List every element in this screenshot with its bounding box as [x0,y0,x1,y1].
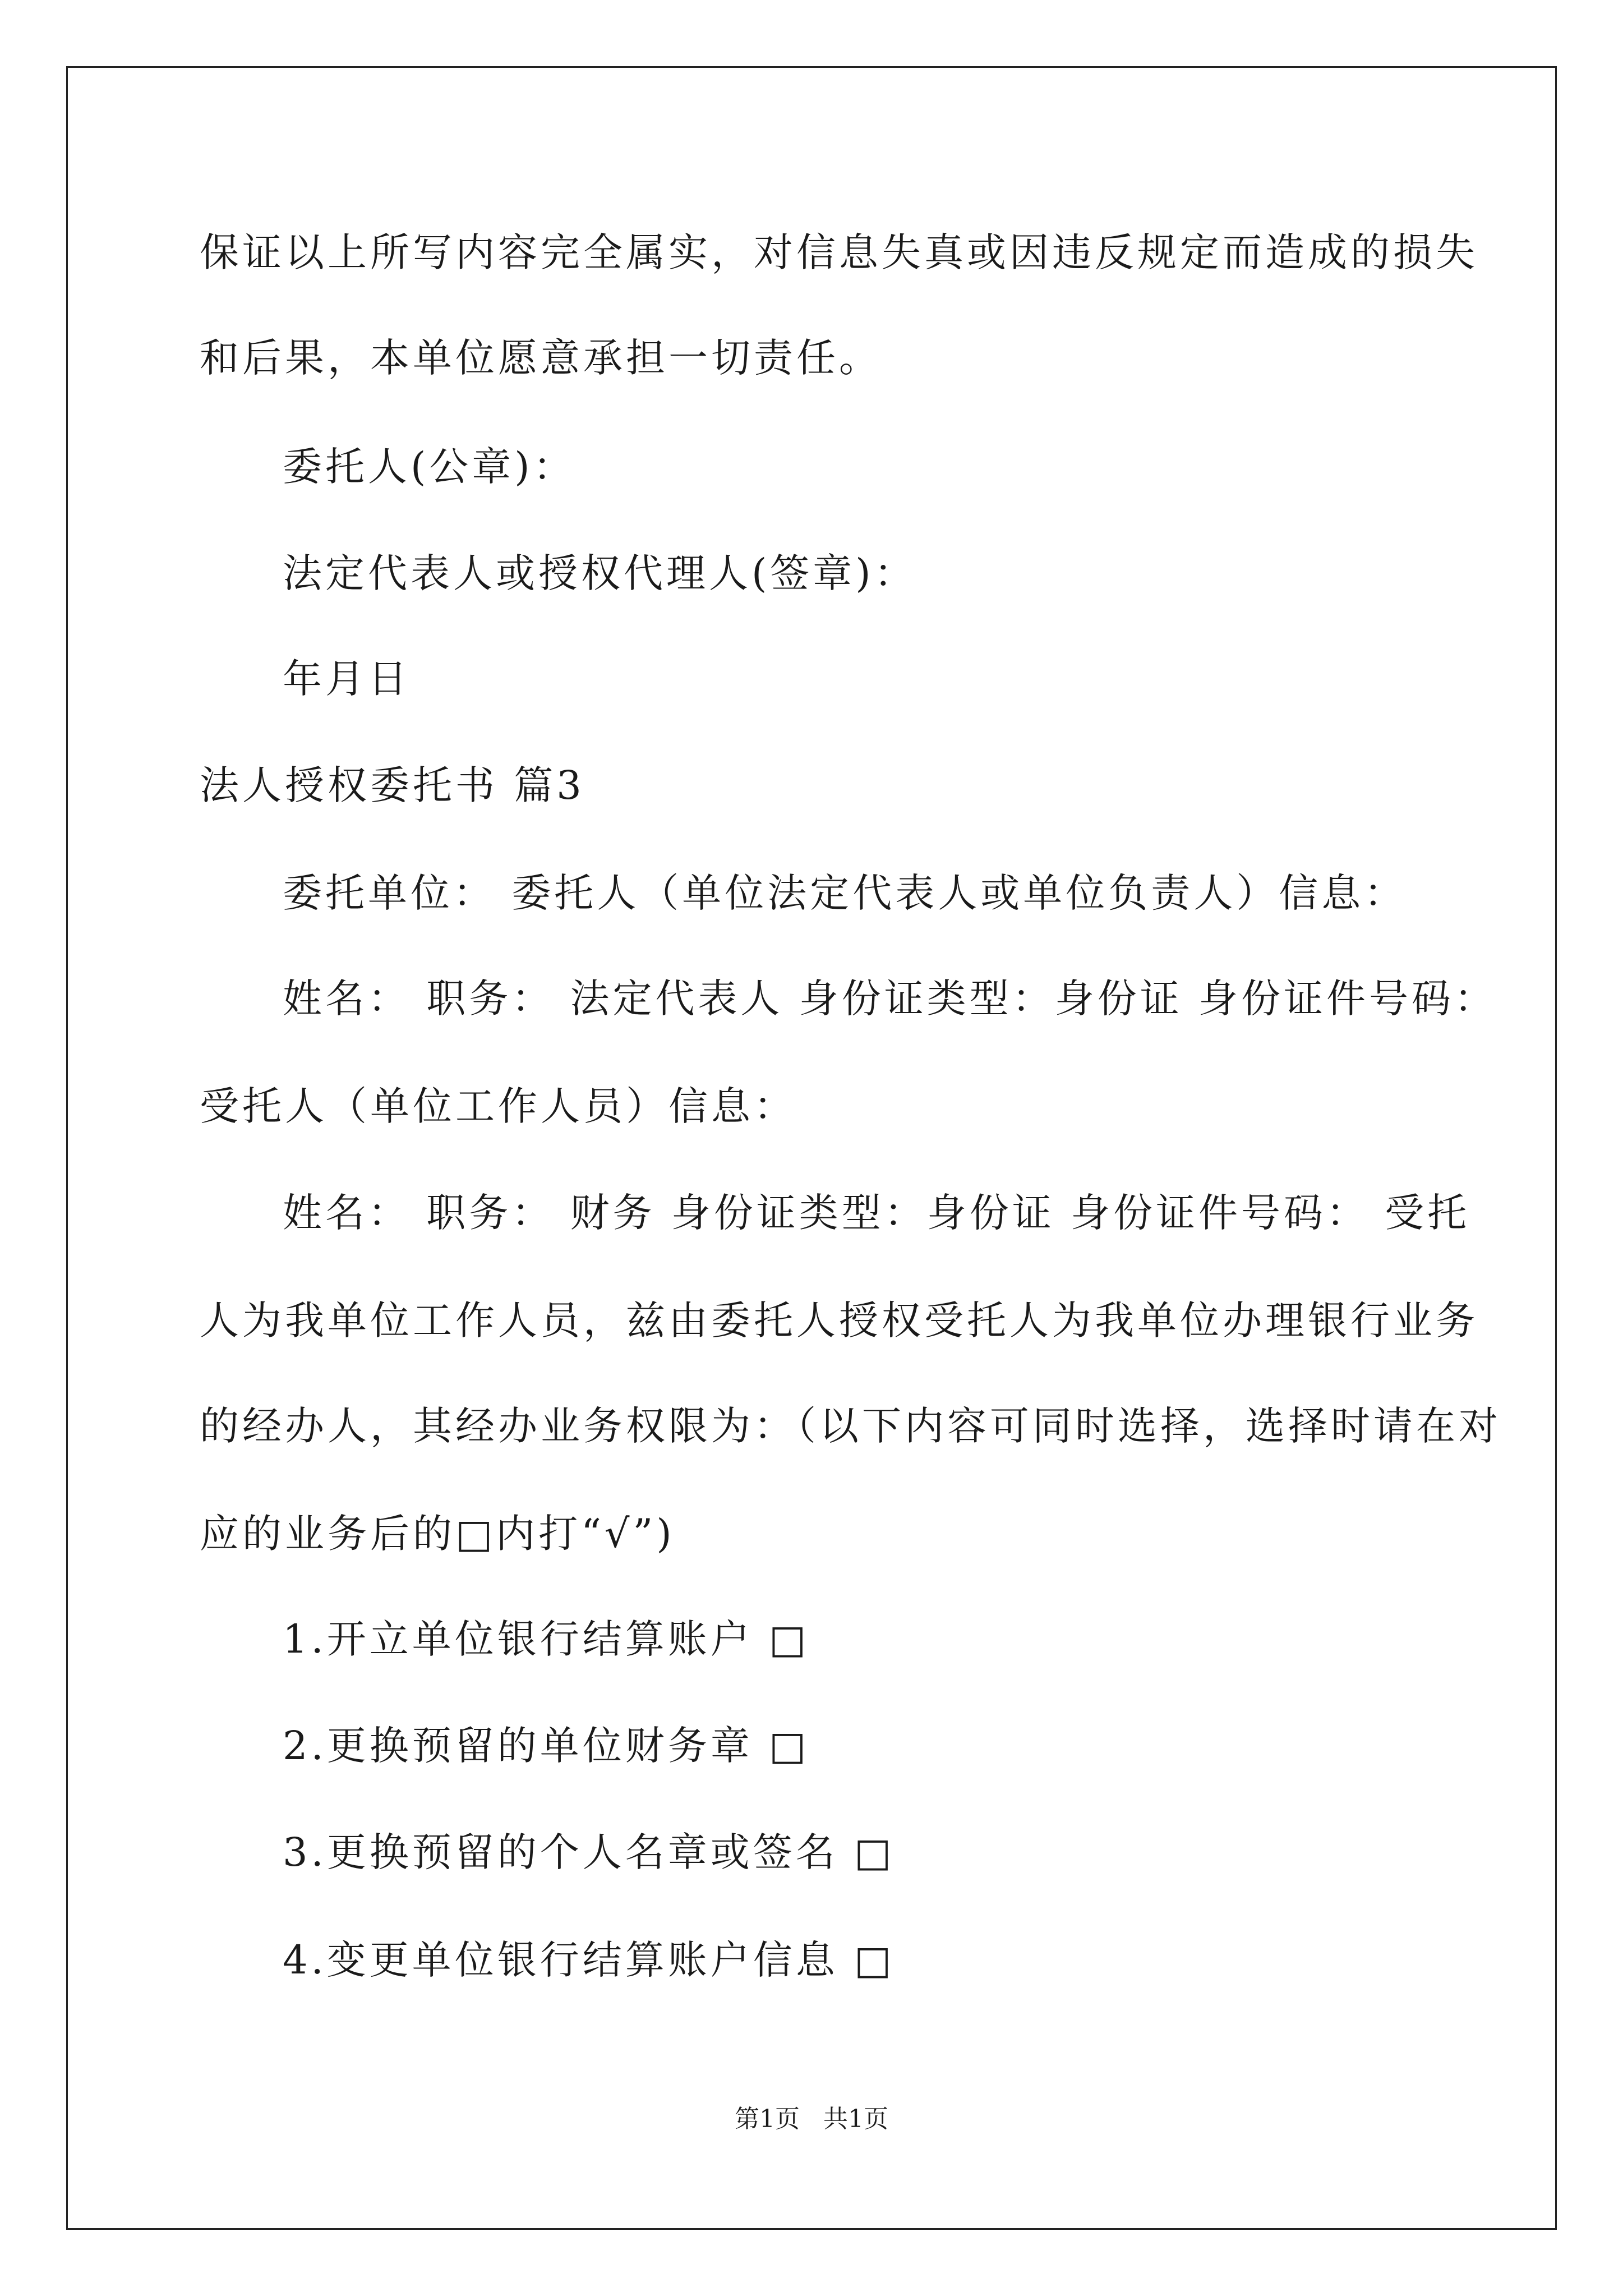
paragraph-line: 的经办人，其经办业务权限为：（以下内容可同时选择，选择时请在对 [200,1403,1501,1449]
paragraph-line: 人为我单位工作人员，兹由委托人授权受托人为我单位办理银行业务 [200,1297,1478,1343]
section-heading: 法人授权委托书 篇3 [200,762,585,808]
list-item: 2.更换预留的单位财务章 □ [283,1723,810,1769]
paragraph-line: 和后果，本单位愿意承担一切责任。 [200,335,882,381]
paragraph-line: 受托人（单位工作人员）信息： [200,1083,796,1129]
legal-rep-signature-line: 法定代表人或授权代理人(签章)： [283,550,917,596]
page-border [66,66,1557,2230]
paragraph-line: 应的业务后的□内打“√”) [200,1511,675,1557]
date-line: 年月日 [283,656,411,702]
list-item: 1.开立单位银行结算账户 □ [283,1616,810,1662]
list-item: 3.更换预留的个人名章或签名 □ [283,1829,895,1875]
paragraph-line: 委托单位： 委托人（单位法定代表人或单位负责人）信息： [283,870,1407,916]
consignor-seal-line: 委托人(公章)： [283,444,576,490]
paragraph-line: 姓名： 职务： 财务 身份证类型：身份证 身份证件号码： 受托 [283,1190,1470,1236]
list-item: 4.变更单位银行结算账户信息 □ [283,1937,895,1983]
page-footer: 第1页 共1页 [735,2105,888,2133]
paragraph-line: 姓名： 职务： 法定代表人 身份证类型：身份证 身份证件号码： [283,976,1497,1022]
paragraph-line: 保证以上所写内容完全属实，对信息失真或因违反规定而造成的损失 [200,229,1478,275]
